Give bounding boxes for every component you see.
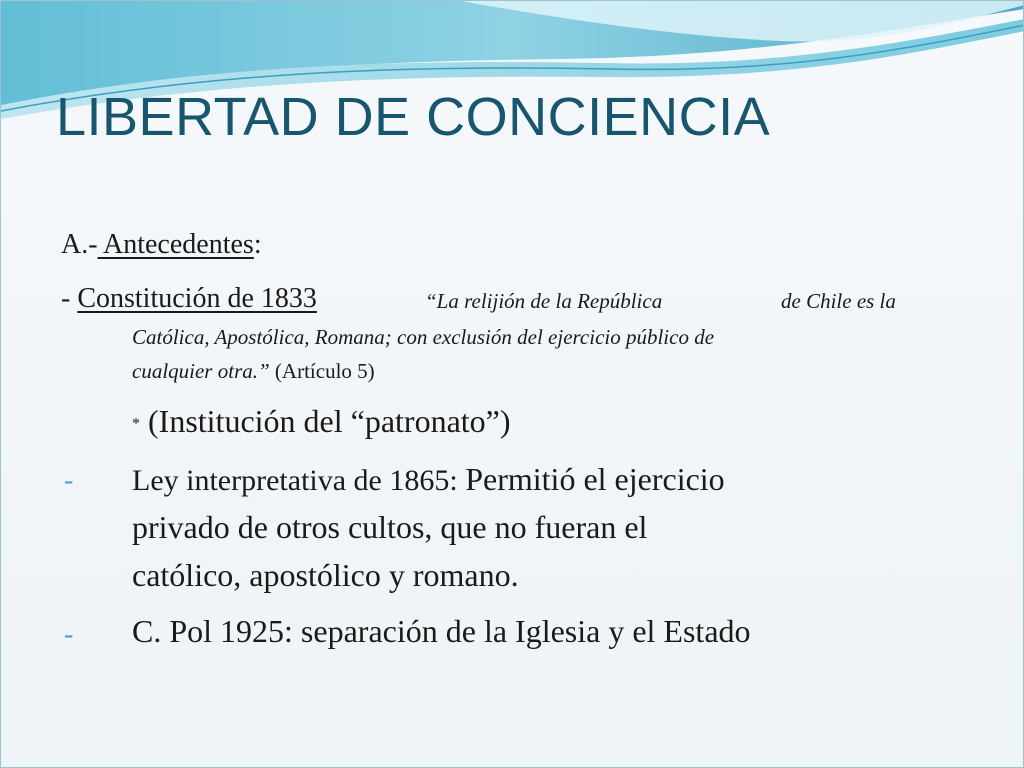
section-heading: A.- Antecedentes:	[61, 229, 262, 260]
item-constitucion-1925: C. Pol 1925: separación de la Iglesia y el Estado	[132, 613, 751, 649]
quote-line-1b: de Chile es la	[781, 289, 896, 313]
note-marker: *	[132, 415, 140, 433]
slide-body	[1, 1, 1024, 768]
quote-line-1a: “La relijión de la República	[425, 289, 663, 313]
item-ley-1865: Ley interpretativa de 1865: Permitió el ejercicio	[132, 461, 725, 497]
item-constitucion-1833: - Constitución de 1833	[61, 283, 317, 314]
note-patronato: * (Institución del “patronato”)	[132, 403, 511, 439]
bullet-dash-1: -	[64, 465, 74, 496]
slide-title: LIBERTAD DE CONCIENCIA	[56, 87, 771, 147]
quote-line-3: cualquier otra.” (Artículo 5)	[132, 359, 375, 383]
item-ley-1865-line-3: católico, apostólico y romano.	[132, 557, 519, 593]
bullet-dash-2: -	[64, 619, 74, 650]
item-ley-1865-line-2: privado de otros cultos, que no fueran el	[132, 509, 648, 545]
quote-line-2: Católica, Apostólica, Romana; con exclusión del ejercicio público de	[132, 325, 715, 349]
